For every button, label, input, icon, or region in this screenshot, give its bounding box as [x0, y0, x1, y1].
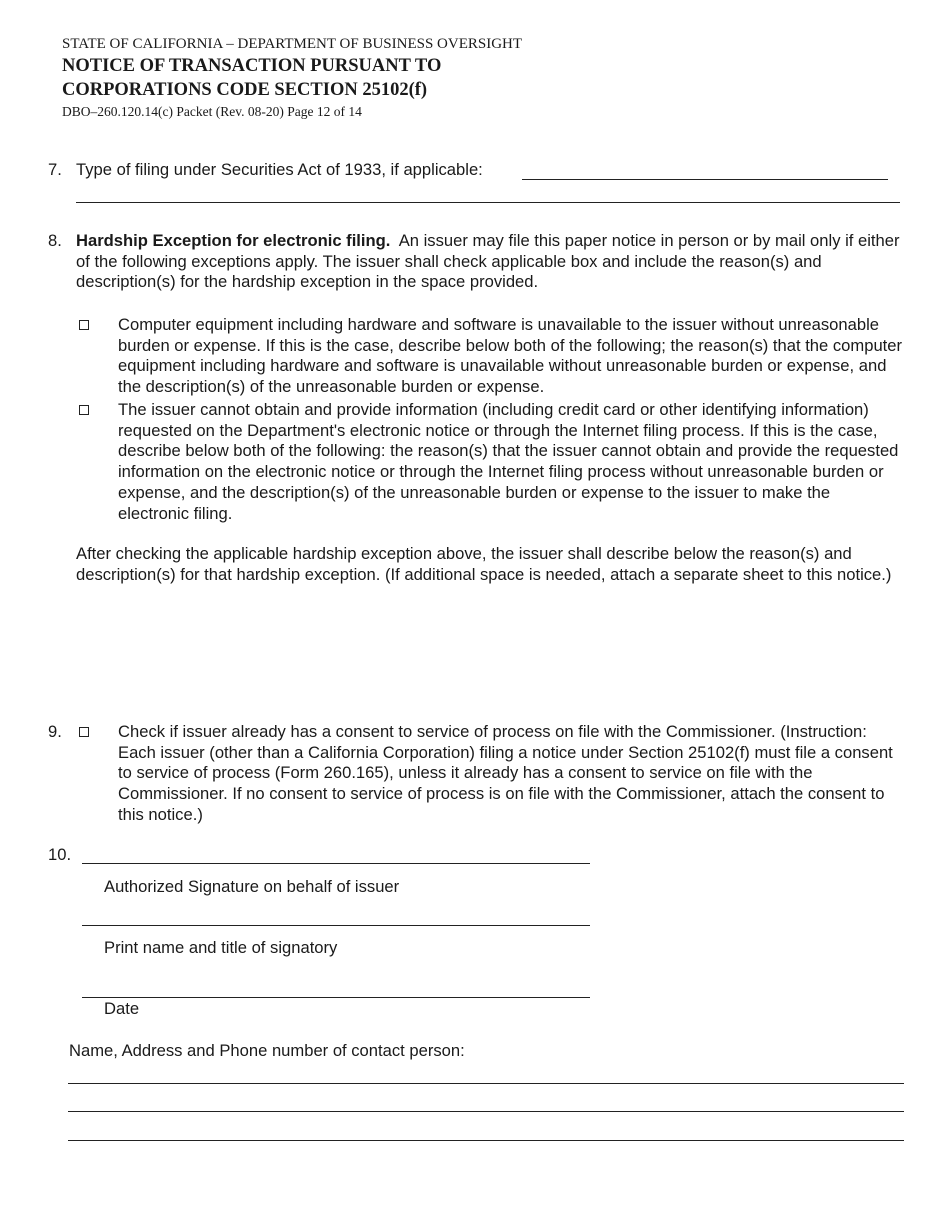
hardship-option-1-text: Computer equipment including hardware and software is unavailable to the issuer without unreasonable burden or expense. If this is the case, describe below both of the following; the reason(s) that the computer equipment including hardware and software is unavailable without unreasonable burden or expense, and the description(s) of the unreasonable burden or expense.: [118, 315, 903, 397]
form-title-line-1: NOTICE OF TRANSACTION PURSUANT TO: [62, 56, 442, 76]
item-9-number: 9.: [48, 722, 62, 741]
contact-person-field-line-2[interactable]: [68, 1090, 904, 1112]
hardship-after-instructions: After checking the applicable hardship exception above, the issuer shall describe below the reason(s) and description(s) for that hardship exception. (If additional space is needed, attach a separate sheet to this notice.): [76, 544, 892, 584]
securities-filing-type-field[interactable]: [522, 158, 888, 180]
hardship-exception-heading: Hardship Exception for electronic filing.: [76, 231, 391, 250]
contact-person-label: Name, Address and Phone number of contact person:: [69, 1041, 465, 1060]
securities-filing-type-field-continued[interactable]: [76, 184, 900, 204]
consent-on-file-text: Check if issuer already has a consent to service of process on file with the Commissioner. (Instruction: Each issuer (other than a California Corporation) filing a notice under Section 25102(f) must file a consent to service of process (Form 260.165), unless it already has a consent to service on file with the Commissioner. If no consent to service of process is on file with the Commissioner, attach the consent to this notice.): [118, 722, 893, 824]
hardship-exception-intro: An issuer may file this paper notice in person or by mail only if either of the following exceptions apply. The issuer shall check applicable box and include the reason(s) and description(s) for the hardship exception in the space provided.: [76, 231, 900, 292]
item-10-number: 10.: [48, 845, 72, 864]
consent-on-file-checkbox[interactable]: [79, 727, 89, 737]
date-field[interactable]: [82, 976, 590, 998]
item-8-number: 8.: [48, 231, 62, 250]
form-title-line-2: CORPORATIONS CODE SECTION 25102(f): [62, 80, 428, 100]
hardship-option-2-checkbox[interactable]: [79, 405, 89, 415]
hardship-description-area[interactable]: [76, 615, 902, 710]
form-revision-info: DBO–260.120.14(c) Packet (Rev. 08-20) Page 12 of 14: [62, 104, 362, 119]
contact-person-field-line-3[interactable]: [68, 1119, 904, 1141]
item-8-intro-paragraph: [76, 231, 906, 293]
authorized-signature-field[interactable]: [82, 842, 590, 864]
date-label: Date: [104, 999, 140, 1018]
print-name-title-label: Print name and title of signatory: [104, 938, 338, 957]
authorized-signature-label: Authorized Signature on behalf of issuer: [104, 877, 400, 896]
contact-person-field-line-1[interactable]: [68, 1062, 904, 1084]
agency-name: STATE OF CALIFORNIA – DEPARTMENT OF BUSINESS OVERSIGHT: [62, 36, 523, 52]
print-name-title-field[interactable]: [82, 904, 590, 926]
item-7-label: Type of filing under Securities Act of 1933, if applicable:: [76, 160, 483, 179]
hardship-option-1-checkbox[interactable]: [79, 320, 89, 330]
hardship-option-2-text: The issuer cannot obtain and provide information (including credit card or other identifying information) requested on the Department's electronic notice or through the Internet filing process. If this is the case, describe below both of the following: the reason(s) that the issuer cannot obtain and provide the requested information on the electronic notice or through the Internet filing process without unreasonable burden or expense, and the description(s) of the unreasonable burden or expense to the issuer to make the electronic filing.: [118, 400, 899, 523]
item-7-number: 7.: [48, 160, 62, 179]
